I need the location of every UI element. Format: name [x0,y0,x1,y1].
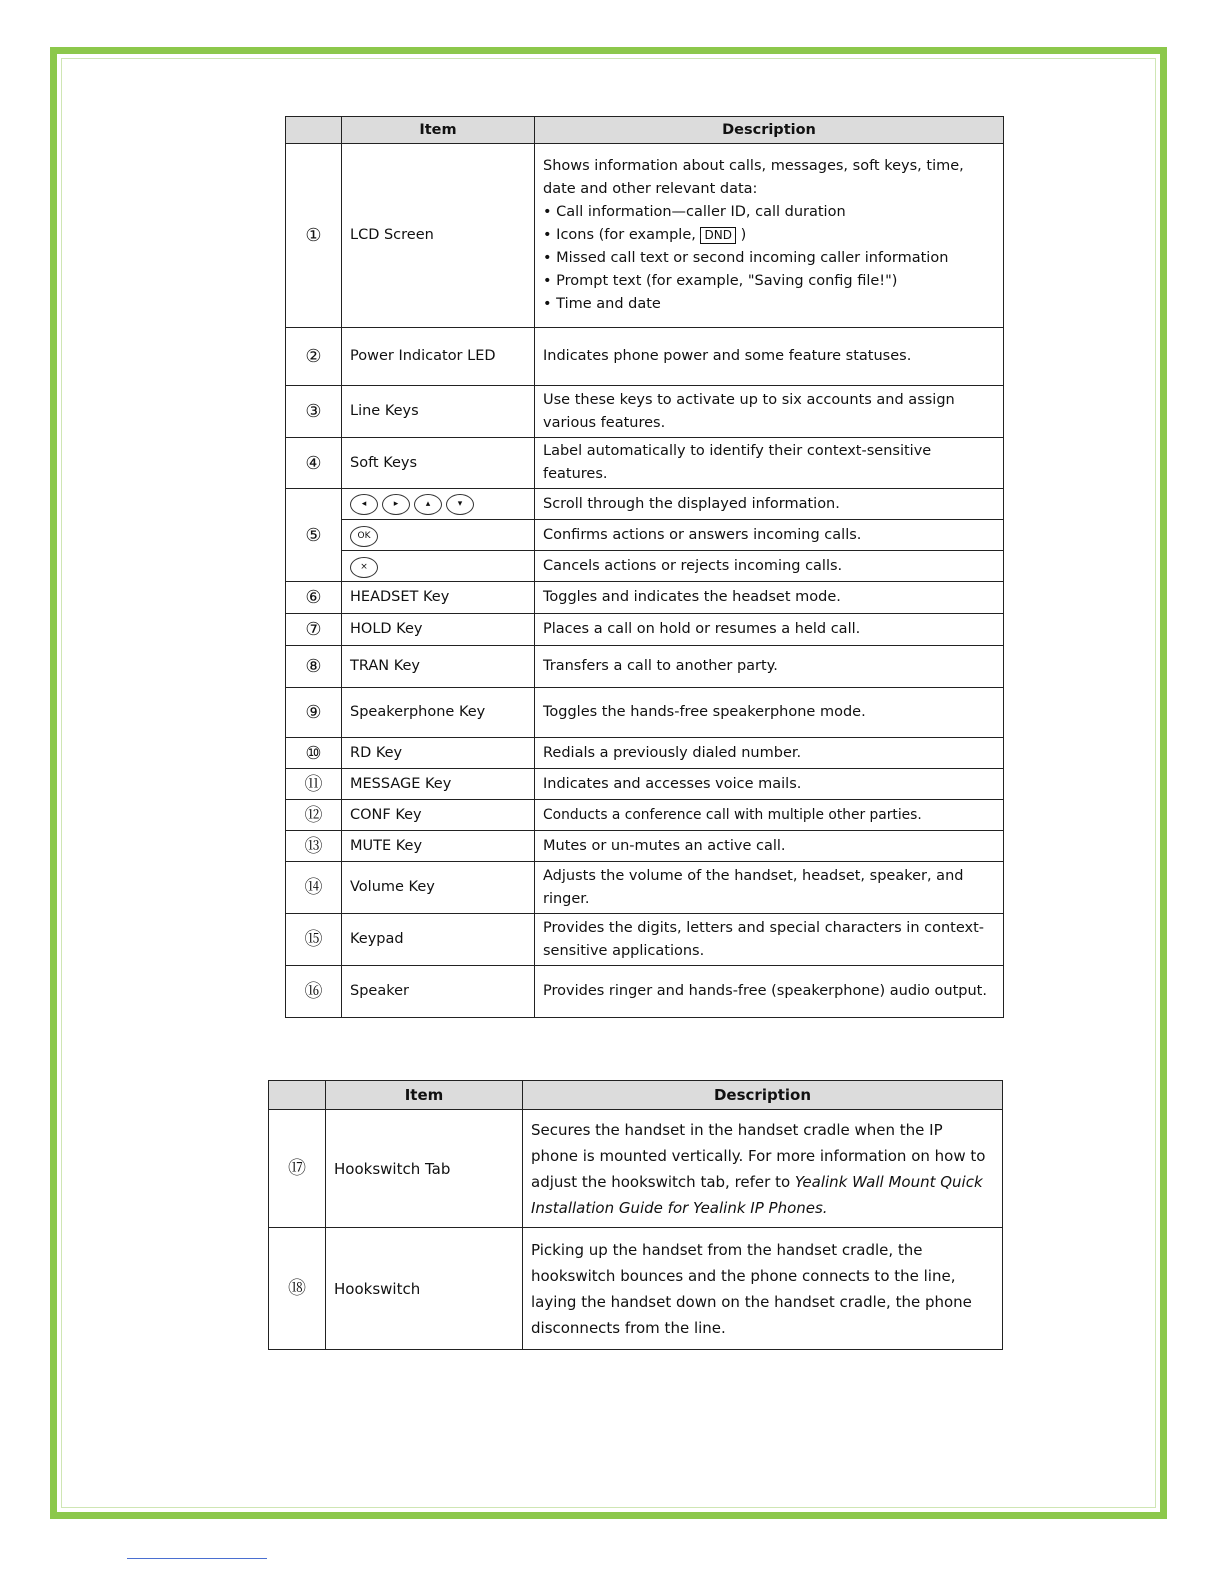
item-description: Scroll through the displayed information. [535,489,1004,520]
row-number: ⑬ [286,831,342,862]
item-description: Confirms actions or answers incoming calls. [535,520,1004,551]
table-row [286,862,1004,914]
item-name: CONF Key [342,800,535,831]
item-description: Redials a previously dialed number. [535,738,1004,769]
right-arrow-icon: ▸ [382,494,410,515]
item-name: Speaker [342,966,535,1018]
row-number: ⑤ [286,489,342,582]
lcd-bullet: • Prompt text (for example, "Saving config file!") [543,270,995,293]
item-description: Toggles and indicates the headset mode. [535,582,1004,614]
item-name: MUTE Key [342,831,535,862]
row-number: ⑯ [286,966,342,1018]
item-description: Provides ringer and hands-free (speakerphone) audio output. [535,966,1004,1018]
up-arrow-icon: ▴ [414,494,442,515]
item-description: Cancels actions or rejects incoming calls. [535,551,1004,582]
lcd-bullet: • Missed call text or second incoming caller information [543,247,995,270]
table-row [286,646,1004,688]
row-number: ③ [286,386,342,438]
description-column-header: Description [535,117,1004,144]
lcd-bullet-text: Icons (for example, [556,227,696,243]
item-description: Indicates and accesses voice mails. [535,769,1004,800]
row-number: ⑱ [269,1228,326,1350]
lcd-bullet: • Time and date [543,293,995,316]
row-number: ⑧ [286,646,342,688]
table-row [286,800,1004,831]
table-row [269,1110,1003,1228]
row-number: ⑥ [286,582,342,614]
table-row [286,328,1004,386]
item-name: Volume Key [342,862,535,914]
item-name: Line Keys [342,386,535,438]
item-name: HOLD Key [342,614,535,646]
item-description: Provides the digits, letters and special characters in context-sensitive applications. [535,914,1004,966]
row-number: ⑦ [286,614,342,646]
table-header-row [286,117,1004,144]
table-row [286,769,1004,800]
row-number: ⑨ [286,688,342,738]
navigation-keys [342,489,535,520]
item-name: LCD Screen [342,144,535,328]
item-name: RD Key [342,738,535,769]
row-number: ⑭ [286,862,342,914]
description-text: Secures the handset in the handset cradle when the IP phone is mounted vertically. For more information on how to adjust the hookswitch tab, refer to [531,1120,986,1191]
item-description: Use these keys to activate up to six accounts and assign various features. [535,386,1004,438]
item-name: MESSAGE Key [342,769,535,800]
table-row [286,831,1004,862]
left-arrow-icon: ◂ [350,494,378,515]
item-description: Label automatically to identify their context-sensitive features. [535,438,1004,489]
item-name: Hookswitch [326,1228,523,1350]
item-description [535,144,1004,328]
row-number: ⑪ [286,769,342,800]
item-description: Indicates phone power and some feature statuses. [535,328,1004,386]
row-number: ④ [286,438,342,489]
row-number: ⑮ [286,914,342,966]
table-row [286,614,1004,646]
table-row [286,489,1004,520]
item-name: Speakerphone Key [342,688,535,738]
row-number: ⑩ [286,738,342,769]
table-header-row [269,1081,1003,1110]
table-row [269,1228,1003,1350]
down-arrow-icon: ▾ [446,494,474,515]
table-row [286,966,1004,1018]
item-description: Adjusts the volume of the handset, headset, speaker, and ringer. [535,862,1004,914]
table-row [286,738,1004,769]
item-column-header: Item [342,117,535,144]
table-row [286,144,1004,328]
item-name: HEADSET Key [342,582,535,614]
item-description: Conducts a conference call with multiple other parties. [535,800,1004,831]
guide-reference: Yealink Wall Mount Quick Installation Guide for Yealink IP Phones. [531,1172,983,1217]
number-column-header [269,1081,326,1110]
lcd-bullet-text: ) [740,227,747,243]
item-description [523,1110,1003,1228]
row-number: ① [286,144,342,328]
cancel-x-icon: × [350,557,378,578]
item-description: Picking up the handset from the handset cradle, the hookswitch bounces and the phone connects to the line, laying the handset down on the handset cradle, the phone disconnects from the line. [523,1228,1003,1350]
item-description: Toggles the hands-free speakerphone mode. [535,688,1004,738]
item-description: Transfers a call to another party. [535,646,1004,688]
lcd-intro: Shows information about calls, messages, soft keys, time, date and other relevant data: [543,158,964,197]
table-row [286,551,1004,582]
item-column-header: Item [326,1081,523,1110]
table-row [286,582,1004,614]
lcd-bullet [543,224,995,247]
table-row [286,520,1004,551]
hookswitch-table [268,1080,1003,1350]
item-description: Places a call on hold or resumes a held call. [535,614,1004,646]
description-column-header: Description [523,1081,1003,1110]
item-description: Mutes or un-mutes an active call. [535,831,1004,862]
footer-rule [127,1558,267,1559]
row-number: ⑰ [269,1110,326,1228]
phone-components-table [285,116,1004,1018]
row-number: ② [286,328,342,386]
item-name: Soft Keys [342,438,535,489]
number-column-header [286,117,342,144]
item-name: Keypad [342,914,535,966]
ok-key [342,520,535,551]
lcd-bullet: • Call information—caller ID, call duration [543,201,995,224]
row-number: ⑫ [286,800,342,831]
table-row [286,914,1004,966]
item-name: Hookswitch Tab [326,1110,523,1228]
ok-icon: OK [350,526,378,547]
dnd-icon: DND [700,227,735,244]
table-row [286,386,1004,438]
cancel-key [342,551,535,582]
item-name: TRAN Key [342,646,535,688]
item-name: Power Indicator LED [342,328,535,386]
table-row [286,688,1004,738]
table-row [286,438,1004,489]
